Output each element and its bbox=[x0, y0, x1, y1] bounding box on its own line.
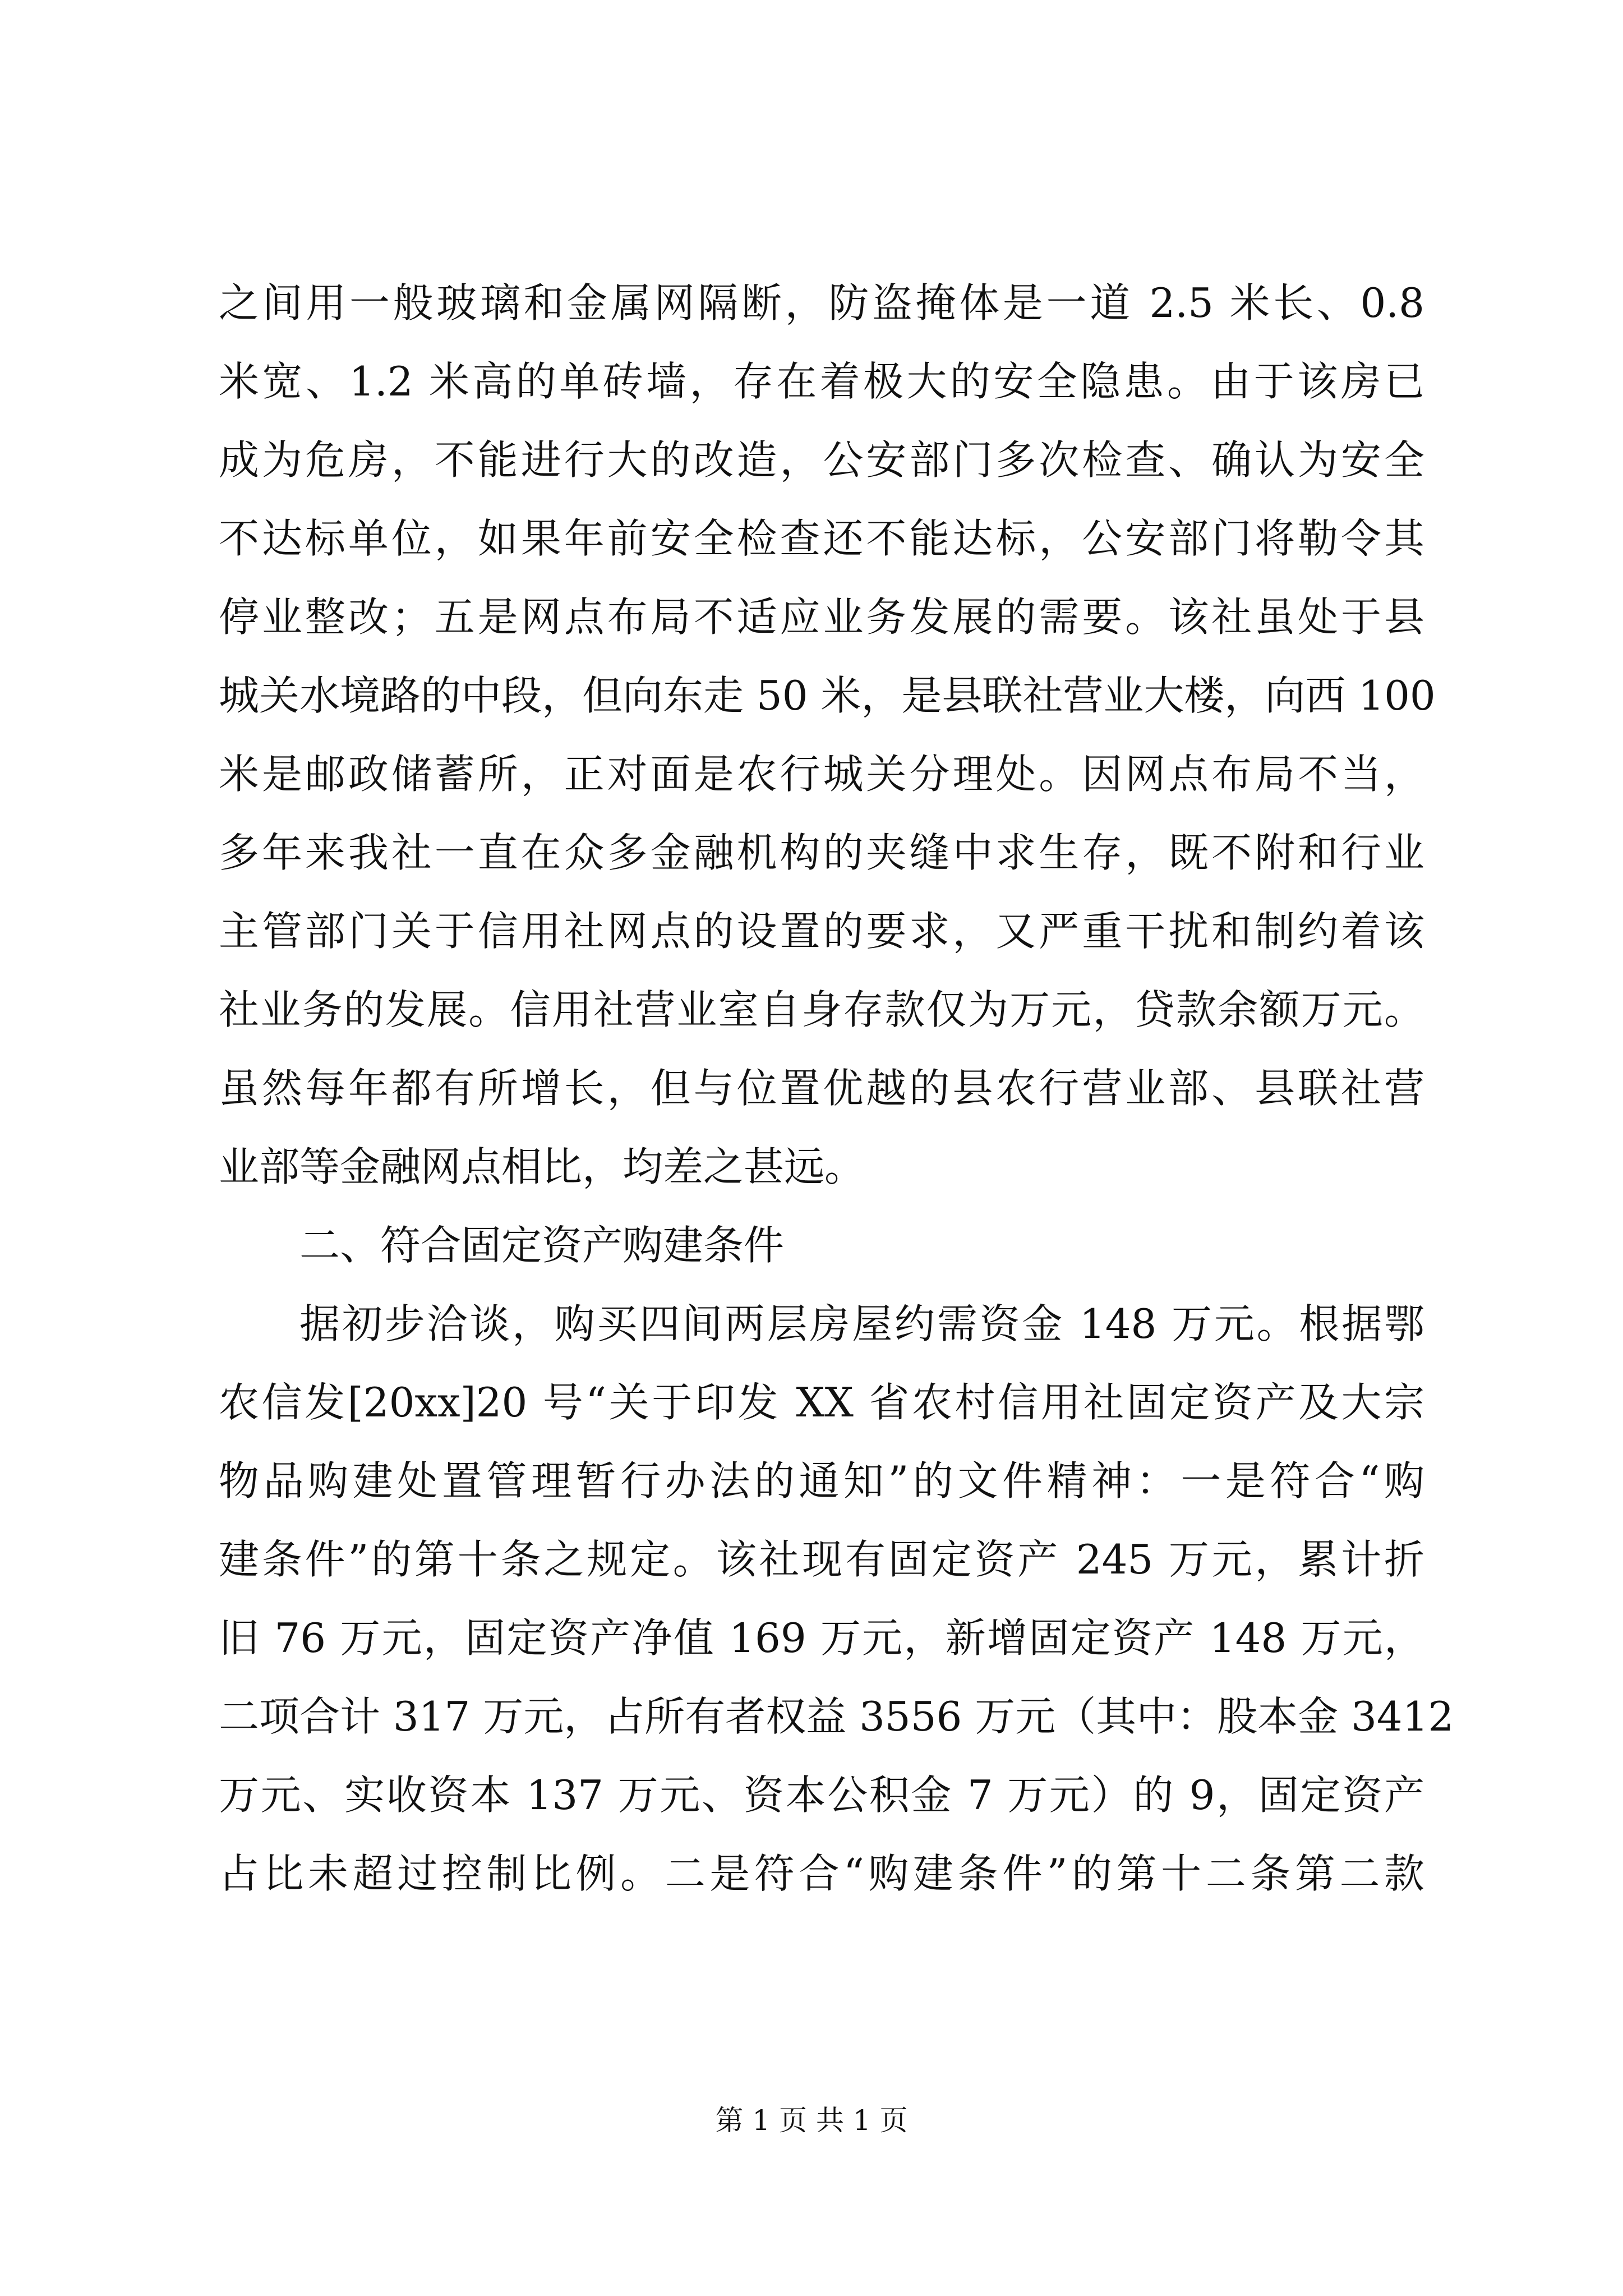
text-line: 之间用一般玻璃和金属网隔断，防盗掩体是一道 2.5 米长、0.8 bbox=[219, 279, 1424, 326]
text-line: 旧 76 万元，固定资产净值 169 万元，新增固定资产 148 万元， bbox=[219, 1614, 1424, 1662]
text-line: 业部等金融网点相比，均差之甚远。 bbox=[219, 1143, 865, 1190]
text-line: 米是邮政储蓄所，正对面是农行城关分理处。因网点布局不当， bbox=[219, 751, 1424, 798]
text-line: 米宽、1.2 米高的单砖墙，存在着极大的安全隐患。由于该房已 bbox=[219, 358, 1424, 405]
text-line: 物品购建处置管理暂行办法的通知”的文件精神：一是符合“购 bbox=[219, 1457, 1424, 1504]
text-line: 不达标单位，如果年前安全检查还不能达标，公安部门将勒令其 bbox=[219, 515, 1424, 562]
text-line: 二项合计 317 万元，占所有者权益 3556 万元（其中：股本金 3412 bbox=[219, 1693, 1454, 1740]
text-line: 万元、实收资本 137 万元、资本公积金 7 万元）的 9，固定资产 bbox=[219, 1772, 1424, 1819]
text-line: 占比未超过控制比例。二是符合“购建条件”的第十二条第二款 bbox=[219, 1850, 1424, 1897]
text-line: 主管部门关于信用社网点的设置的要求，又严重干扰和制约着该 bbox=[219, 908, 1424, 955]
page-footer: 第 1 页 共 1 页 bbox=[715, 2104, 908, 2137]
text-line: 虽然每年都有所增长，但与位置优越的县农行营业部、县联社营 bbox=[219, 1065, 1424, 1112]
text-line: 多年来我社一直在众多金融机构的夹缝中求生存，既不附和行业 bbox=[219, 829, 1424, 876]
text-line: 社业务的发展。信用社营业室自身存款仅为万元，贷款余额万元。 bbox=[219, 986, 1424, 1033]
text-line: 建条件”的第十条之规定。该社现有固定资产 245 万元，累计折 bbox=[219, 1536, 1424, 1583]
text-line: 成为危房，不能进行大的改造，公安部门多次检查、确认为安全 bbox=[219, 436, 1424, 484]
document-body bbox=[219, 264, 1454, 1913]
text-line: 农信发[20xx]20 号“关于印发 XX 省农村信用社固定资产及大宗 bbox=[219, 1379, 1424, 1426]
text-line: 城关水境路的中段，但向东走 50 米，是县联社营业大楼，向西 100 bbox=[219, 672, 1436, 719]
text-line: 据初步洽谈，购买四间两层房屋约需资金 148 万元。根据鄂 bbox=[299, 1300, 1424, 1347]
text-line: 停业整改；五是网点布局不适应业务发展的需要。该社虽处于县 bbox=[219, 593, 1424, 641]
section-heading: 二、符合固定资产购建条件 bbox=[299, 1222, 785, 1269]
